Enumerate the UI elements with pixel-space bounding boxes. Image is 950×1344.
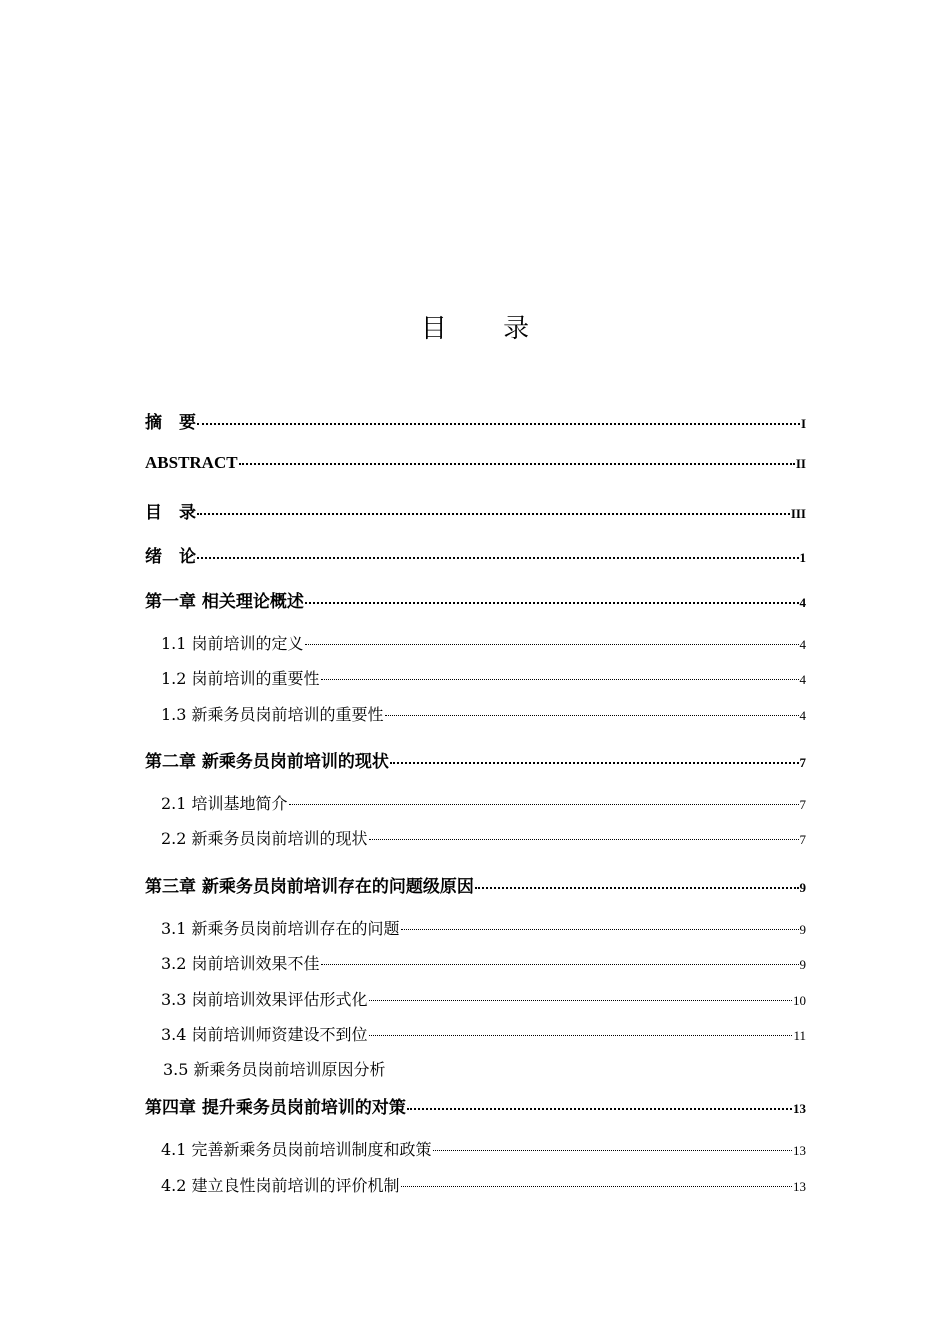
toc-entry-label: 2.2 新乘务员岗前培训的现状	[161, 829, 368, 848]
toc-entry-page: 4	[799, 637, 806, 652]
dot-leader	[385, 715, 799, 716]
toc-entry-page: 7	[799, 797, 806, 812]
toc-entry-introduction[interactable]	[145, 542, 806, 566]
toc-entry-page: 13	[793, 1143, 806, 1158]
toc-entry-chapter-4[interactable]	[145, 1093, 806, 1117]
toc-entry-chapter-2[interactable]	[145, 747, 806, 771]
toc-entry-page: 9	[799, 922, 806, 937]
dot-leader	[369, 839, 799, 840]
toc-entry-section-4-1[interactable]	[145, 1137, 806, 1161]
dot-leader	[369, 1035, 793, 1036]
toc-entry-section-3-1[interactable]	[145, 916, 806, 940]
toc-entry-label: 绪 论	[145, 547, 196, 567]
toc-entry-label: 第四章 提升乘务员岗前培训的对策	[145, 1098, 406, 1118]
toc-entry-label: 4.2 建立良性岗前培训的评价机制	[161, 1176, 400, 1195]
toc-entry-section-1-2[interactable]	[145, 666, 806, 690]
toc-entry-label: 3.5 新乘务员岗前培训原因分析	[163, 1060, 386, 1079]
dot-leader	[239, 463, 795, 465]
toc-entry-page: 7	[799, 755, 806, 770]
toc-entry-label: 3.4 岗前培训师资建设不到位	[161, 1025, 368, 1044]
dot-leader	[369, 1000, 792, 1001]
toc-entry-page: 10	[793, 993, 806, 1008]
toc-entry-chapter-3[interactable]	[145, 872, 806, 896]
toc-entry-section-3-2[interactable]	[145, 951, 806, 975]
toc-entry-label: 目 录	[145, 503, 196, 523]
toc-entry-chapter-1[interactable]	[145, 587, 806, 611]
toc-entry-page: 7	[799, 832, 806, 847]
dot-leader	[475, 887, 799, 889]
toc-entry-page: 11	[793, 1028, 806, 1043]
dot-leader	[197, 513, 790, 515]
toc-entry-page: 13	[793, 1179, 806, 1194]
toc-entry-section-3-5[interactable]	[145, 1057, 806, 1081]
toc-entry-label: 2.1 培训基地简介	[161, 794, 288, 813]
toc-entry-label: 3.1 新乘务员岗前培训存在的问题	[161, 919, 400, 938]
toc-entry-section-4-2[interactable]	[145, 1173, 806, 1197]
toc-entry-abstract-en[interactable]	[145, 453, 806, 477]
toc-entry-page: 9	[799, 957, 806, 972]
dot-leader	[305, 644, 799, 645]
toc-entry-page: 13	[793, 1101, 806, 1116]
toc-entry-label: 第一章 相关理论概述	[145, 592, 304, 612]
toc-entry-label: 3.3 岗前培训效果评估形式化	[161, 990, 368, 1009]
toc-entry-section-1-3[interactable]	[145, 702, 806, 726]
dot-leader	[433, 1150, 792, 1151]
dot-leader	[390, 762, 799, 764]
dot-leader	[401, 929, 799, 930]
dot-leader	[321, 679, 799, 680]
toc-entry-page: 9	[799, 880, 806, 895]
dot-leader	[289, 804, 799, 805]
dot-leader	[321, 964, 799, 965]
toc-entry-label: 1.2 岗前培训的重要性	[161, 669, 320, 688]
toc-entry-label: 第二章 新乘务员岗前培训的现状	[145, 752, 389, 772]
toc-entry-page: 4	[799, 708, 806, 723]
dot-leader	[407, 1108, 792, 1110]
toc-entry-section-3-3[interactable]	[145, 987, 806, 1011]
toc-entry-label: 4.1 完善新乘务员岗前培训制度和政策	[161, 1140, 432, 1159]
toc-entry-abstract-cn[interactable]	[145, 408, 806, 432]
toc-entry-page: II	[795, 456, 806, 471]
dot-leader	[401, 1186, 792, 1187]
toc-entry-section-3-4[interactable]	[145, 1022, 806, 1046]
dot-leader	[197, 557, 799, 559]
dot-leader	[305, 602, 799, 604]
toc-entry-section-1-1[interactable]	[145, 631, 806, 655]
toc-entry-label: 摘 要	[145, 413, 196, 433]
toc-entry-label: 第三章 新乘务员岗前培训存在的问题级原因	[145, 877, 474, 897]
toc-entry-page: I	[800, 416, 806, 431]
toc-entry-page: 4	[799, 595, 806, 610]
toc-entry-contents[interactable]	[145, 498, 806, 522]
toc-entry-label: 1.3 新乘务员岗前培训的重要性	[161, 705, 384, 724]
toc-entry-label: ABSTRACT	[145, 453, 238, 472]
toc-entry-section-2-2[interactable]	[145, 826, 806, 850]
toc-entry-label: 1.1 岗前培训的定义	[161, 634, 304, 653]
dot-leader	[197, 423, 800, 425]
toc-entry-label: 3.2 岗前培训效果不佳	[161, 954, 320, 973]
toc-entry-page: III	[790, 506, 806, 521]
toc-entry-section-2-1[interactable]	[145, 791, 806, 815]
toc-entry-page: 1	[799, 550, 806, 565]
toc-title: 目 录	[420, 314, 554, 344]
toc-entry-page: 4	[799, 672, 806, 687]
